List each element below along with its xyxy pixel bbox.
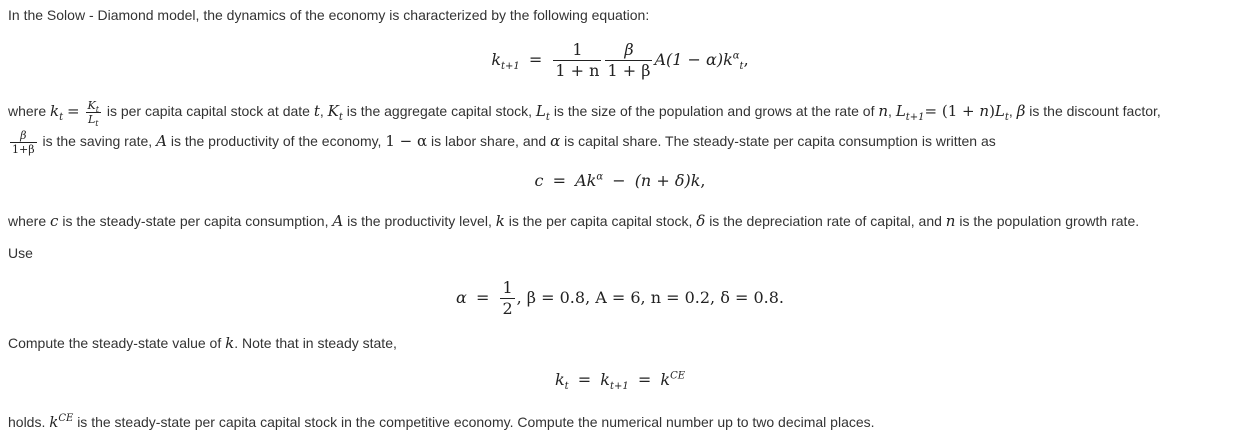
closing-paragraph: holds. $k^{CE}$ is the steady-state per capita capital stock in the competitive economy. Compute the numerical number up to two decimal places.	[8, 413, 875, 431]
intro-text: In the Solow - Diamond model, the dynamics of the economy is characterized by the following equation:	[8, 7, 650, 23]
intro-paragraph	[8, 6, 1230, 24]
parameter-values-equation: α = $\frac{1}{2}$ , β = 0.8, A = 6, n = 0.2, δ = 0.8.	[456, 278, 784, 318]
dynamics-equation: $k_{t+1}$ = $\frac{1}{1 + n}$ $\frac{\beta}{1 + \beta}$ $A(1 - \alpha)k^\alpha_t$,	[491, 40, 749, 80]
consumption-equation: $c = Ak^\alpha - (n + \delta)k$,	[534, 171, 706, 190]
production-factor: $A(1 - \alpha)k^\alpha_t$	[654, 50, 744, 73]
capital-per-labor-fraction: $\frac{K_t}{L_t}$	[87, 99, 99, 129]
definitions-paragraph-2: $\frac{\beta}{1+\beta}$ is the saving rate, A is the productivity of the economy, 1 − α is labor share, and α is capital share. The steady-state per capita consumption is written as	[12, 129, 996, 156]
steady-state-equation: $k_t = k_{t+1} = k^{CE}$	[554, 370, 686, 393]
use-label: Use	[8, 245, 33, 261]
steady-state-instruction: Compute the steady-state value of k. Note that in steady state,	[8, 334, 397, 352]
consumption-definitions: where c is the steady-state per capita consumption, A is the productivity level, k is the per capita capital stock, δ is the depreciation rate of capital, and n is the population growth rate.	[8, 212, 1140, 230]
fraction-beta-over-one-plus-beta: $\frac{\beta}{1 + \beta}$	[607, 40, 651, 80]
definitions-paragraph-1: where $k_t$ = $\frac{K_t}{L_t}$ is per capita capital stock at date t, $K_t$ is the aggregate capital stock, $L_t$ is the size of the population and grows at the rate of n, $L_{t+1}= (1 + n)L_t$, β is the discount factor,	[8, 99, 1161, 129]
fraction-one-over-one-plus-n: $\frac{1}{1 + n}$	[555, 40, 600, 80]
saving-rate-fraction: $\frac{\beta}{1+\beta}$	[12, 129, 35, 156]
fraction-one-half: $\frac{1}{2}$	[502, 278, 513, 318]
k-next: $k_{t+1}$	[491, 50, 520, 73]
